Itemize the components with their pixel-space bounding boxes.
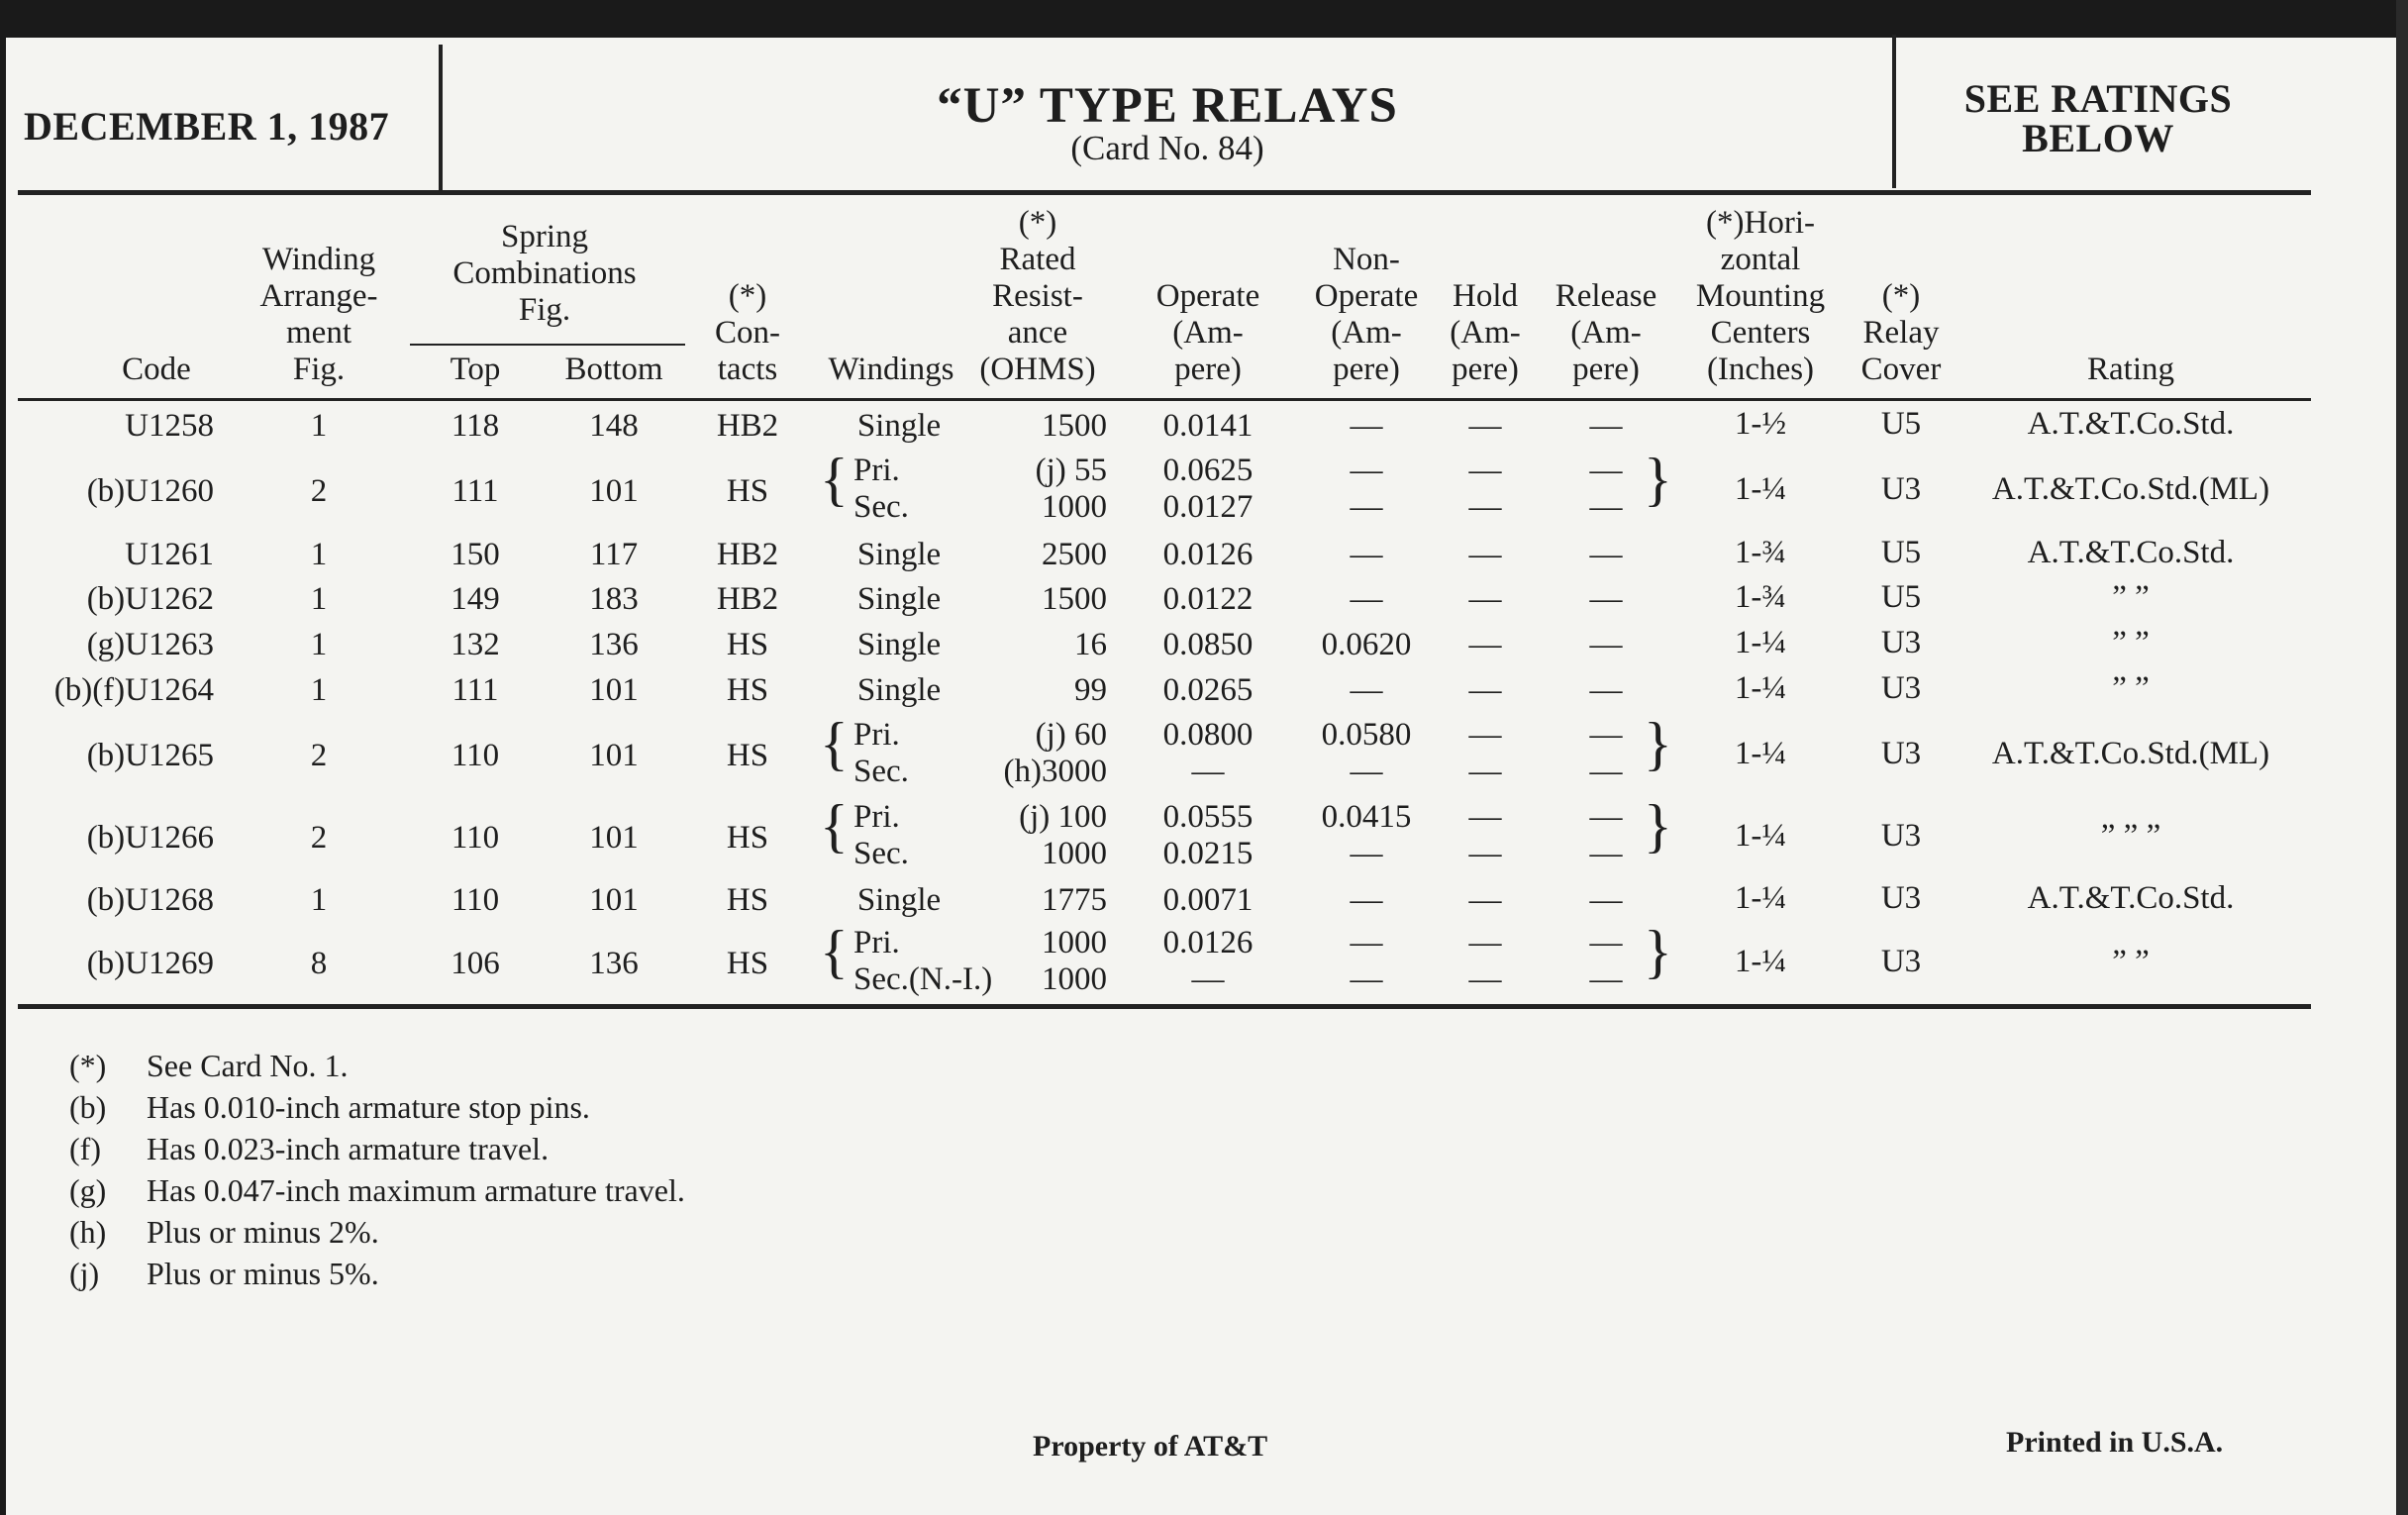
release-header-line: pere)	[1572, 352, 1640, 387]
row-winding: Single	[856, 408, 942, 444]
row-bottom: 101	[589, 472, 639, 509]
row-hold: —	[1468, 537, 1502, 572]
release-brace-icon: }	[1644, 793, 1672, 858]
row-release: —	[1589, 961, 1623, 997]
row-rating: ” ”	[2112, 625, 2150, 660]
spring-combinations-header-line: Spring	[500, 219, 588, 254]
rated-resistance-header-line: (*)	[1018, 205, 1057, 241]
row-resistance: (j) 100	[1019, 799, 1107, 835]
windings-brace-icon: {	[820, 711, 849, 776]
mounting-centers-header-line: zontal	[1720, 242, 1801, 277]
row-code: (b)U1260	[86, 472, 214, 509]
row-winding: Sec.	[853, 754, 909, 789]
row-cover: U3	[1880, 670, 1922, 706]
row-bottom: 101	[589, 737, 639, 773]
row-release: —	[1589, 754, 1623, 789]
row-release: —	[1589, 581, 1623, 617]
row-release: —	[1589, 717, 1623, 753]
row-bottom: 101	[589, 672, 639, 708]
row-cover: U3	[1880, 943, 1922, 979]
row-release: —	[1589, 672, 1623, 708]
row-bottom: 101	[589, 882, 639, 918]
row-resistance: 2500	[1042, 537, 1107, 572]
row-code: (b)(f)U1264	[53, 672, 214, 708]
relay-cover-header-line: Relay	[1862, 315, 1940, 351]
non-operate-header-line: Operate	[1314, 278, 1419, 314]
row-winding: Pri.	[853, 717, 900, 753]
row-rating: A.T.&T.Co.Std.(ML)	[1991, 735, 2270, 771]
row-operate: 0.0126	[1162, 925, 1254, 960]
row-hold: —	[1468, 799, 1502, 835]
winding-arrangement-header-line: ment	[286, 315, 351, 351]
footnote-text: Has 0.010-inch armature stop pins.	[147, 1089, 590, 1125]
mounting-centers-header-line: (*)Hori-	[1706, 205, 1815, 241]
row-winding: Single	[856, 627, 942, 662]
row-contacts: HS	[726, 945, 769, 981]
row-non-operate: —	[1350, 882, 1383, 918]
row-winding: Pri.	[853, 453, 900, 488]
row-operate: —	[1191, 961, 1225, 997]
row-rating: ” ”	[2112, 670, 2150, 706]
bottom-header-line: Bottom	[564, 352, 663, 387]
row-code: U1258	[125, 408, 214, 444]
row-cover: U3	[1880, 625, 1922, 660]
row-contacts: HS	[726, 882, 769, 918]
row-top: 149	[451, 581, 500, 617]
row-code: (b)U1266	[86, 819, 214, 856]
rated-resistance-header-line: Rated	[999, 242, 1076, 277]
windings-brace-icon: {	[820, 793, 849, 858]
row-non-operate: —	[1350, 754, 1383, 789]
card-edge-shadow	[2396, 0, 2408, 1515]
row-code: (g)U1263	[86, 627, 214, 662]
row-cover: U3	[1880, 470, 1922, 507]
row-operate: 0.0555	[1162, 799, 1254, 835]
row-winding-fig: 1	[310, 627, 328, 662]
row-operate: 0.0141	[1162, 408, 1254, 444]
footnote-text: Plus or minus 2%.	[147, 1214, 379, 1250]
row-resistance: 1000	[1042, 836, 1107, 871]
relay-cover-header	[1772, 278, 2030, 388]
row-non-operate: —	[1350, 836, 1383, 871]
footnote-key: (g)	[69, 1172, 107, 1208]
row-cover: U3	[1880, 735, 1922, 771]
row-resistance: 1000	[1042, 489, 1107, 525]
row-resistance: (j) 55	[1035, 453, 1107, 488]
non-operate-header-line: pere)	[1333, 352, 1400, 387]
row-operate: 0.0265	[1162, 672, 1254, 708]
footnote-key: (j)	[69, 1256, 100, 1291]
rated-resistance-header-line: ance	[1007, 315, 1068, 351]
row-release: —	[1589, 537, 1623, 572]
row-cover: U5	[1880, 579, 1922, 615]
table-bottom-rule	[18, 1004, 2311, 1009]
row-hold: —	[1468, 717, 1502, 753]
release-brace-icon: }	[1644, 919, 1672, 984]
row-winding-fig: 2	[310, 472, 328, 509]
row-rating: A.T.&T.Co.Std.	[2027, 406, 2235, 442]
row-non-operate: 0.0580	[1321, 717, 1412, 753]
row-resistance: (h)3000	[1003, 754, 1107, 789]
row-hold: —	[1468, 627, 1502, 662]
row-mounting: 1-¼	[1734, 817, 1787, 854]
footnote-key: (f)	[69, 1131, 101, 1166]
row-release: —	[1589, 627, 1623, 662]
row-non-operate: —	[1350, 537, 1383, 572]
row-release: —	[1589, 836, 1623, 871]
row-code: (b)U1265	[86, 737, 214, 773]
relay-cover-header-line: Cover	[1860, 352, 1942, 387]
row-contacts: HS	[726, 737, 769, 773]
non-operate-header-line: (Am-	[1331, 315, 1402, 351]
row-resistance: 16	[1074, 627, 1107, 662]
row-code: (b)U1269	[86, 945, 214, 981]
row-winding: Sec.	[853, 489, 909, 525]
property-note: Property of AT&T	[1033, 1430, 1268, 1463]
footnote-key: (*)	[69, 1048, 107, 1083]
contacts-header-line: tacts	[717, 352, 778, 387]
row-rating: ” ” ”	[2100, 817, 2161, 854]
contacts-header-line: Con-	[715, 315, 780, 351]
row-hold: —	[1468, 754, 1502, 789]
row-mounting: 1-¼	[1734, 625, 1787, 660]
row-top: 110	[451, 882, 500, 918]
windings-brace-icon: {	[820, 447, 849, 512]
row-winding-fig: 1	[310, 537, 328, 572]
operate-header-line: Operate	[1155, 278, 1260, 314]
row-hold: —	[1468, 961, 1502, 997]
row-contacts: HB2	[716, 581, 779, 617]
code-header-line: Code	[122, 352, 191, 387]
mounting-centers-header-line: (Inches)	[1706, 352, 1815, 387]
row-bottom: 101	[589, 819, 639, 856]
row-hold: —	[1468, 836, 1502, 871]
row-contacts: HB2	[716, 537, 779, 572]
release-brace-icon: }	[1644, 711, 1672, 776]
release-brace-icon: }	[1644, 447, 1672, 512]
hold-header-line: pere)	[1452, 352, 1519, 387]
row-non-operate: 0.0620	[1321, 627, 1412, 662]
release-header-line: Release	[1555, 278, 1657, 314]
footnote-text: Has 0.023-inch armature travel.	[147, 1131, 550, 1166]
row-resistance: 1000	[1042, 961, 1107, 997]
row-winding: Sec.	[853, 836, 909, 871]
winding-arrangement-header-line: Winding	[261, 242, 376, 277]
row-non-operate: —	[1350, 672, 1383, 708]
see-ratings-note: SEE RATINGS BELOW	[1963, 76, 2233, 160]
row-mounting: 1-¼	[1734, 735, 1787, 771]
mounting-centers-header-line: Mounting	[1695, 278, 1826, 314]
row-top: 110	[451, 737, 500, 773]
row-operate: 0.0625	[1162, 453, 1254, 488]
row-bottom: 136	[589, 945, 639, 981]
row-hold: —	[1468, 581, 1502, 617]
row-resistance: 1000	[1042, 925, 1107, 960]
row-bottom: 117	[589, 537, 639, 572]
row-rating: A.T.&T.Co.Std.	[2027, 535, 2235, 570]
row-mounting: 1-¾	[1734, 535, 1787, 570]
row-non-operate: 0.0415	[1321, 799, 1412, 835]
row-mounting: 1-½	[1734, 406, 1787, 442]
card-title: “U” TYPE RELAYS	[937, 78, 1398, 134]
row-mounting: 1-¾	[1734, 579, 1787, 615]
row-operate: 0.0850	[1162, 627, 1254, 662]
row-hold: —	[1468, 672, 1502, 708]
row-cover: U3	[1880, 880, 1922, 916]
row-release: —	[1589, 408, 1623, 444]
winding-arrangement-header-line: Arrange-	[259, 278, 378, 314]
row-winding: Sec.(N.-I.)	[853, 961, 993, 997]
row-winding: Single	[856, 537, 942, 572]
windings-header-line: Windings	[828, 352, 954, 387]
spring-combinations-header-line: Fig.	[518, 292, 571, 328]
operate-header-line: pere)	[1174, 352, 1242, 387]
row-winding: Single	[856, 882, 942, 918]
row-cover: U5	[1880, 535, 1922, 570]
row-hold: —	[1468, 882, 1502, 918]
column-header-rule	[18, 398, 2311, 401]
non-operate-header-line: Non-	[1333, 242, 1400, 277]
release-header-line: (Am-	[1570, 315, 1642, 351]
row-hold: —	[1468, 489, 1502, 525]
row-cover: U3	[1880, 817, 1922, 854]
row-contacts: HS	[726, 472, 769, 509]
spring-combinations-header-line: Combinations	[452, 255, 637, 291]
rated-resistance-header-line: (OHMS)	[979, 352, 1096, 387]
top-header-line: Top	[450, 352, 501, 387]
hold-header-line: Hold	[1453, 278, 1518, 314]
row-release: —	[1589, 489, 1623, 525]
row-top: 118	[451, 408, 500, 444]
spring-header-rule	[410, 344, 685, 346]
row-top: 110	[451, 819, 500, 856]
row-rating: A.T.&T.Co.Std.(ML)	[1991, 470, 2270, 507]
row-mounting: 1-¼	[1734, 880, 1787, 916]
row-contacts: HS	[726, 819, 769, 856]
footnote-text: Has 0.047-inch maximum armature travel.	[147, 1172, 685, 1208]
row-release: —	[1589, 882, 1623, 918]
row-operate: 0.0127	[1162, 489, 1254, 525]
row-winding-fig: 1	[310, 672, 328, 708]
row-operate: 0.0126	[1162, 537, 1254, 572]
row-non-operate: —	[1350, 581, 1383, 617]
row-hold: —	[1468, 925, 1502, 960]
mounting-centers-header-line: Centers	[1710, 315, 1811, 351]
row-winding-fig: 1	[310, 581, 328, 617]
row-code: U1261	[125, 537, 214, 572]
row-mounting: 1-¼	[1734, 470, 1787, 507]
row-mounting: 1-¼	[1734, 943, 1787, 979]
operate-header-line: (Am-	[1172, 315, 1244, 351]
printed-note: Printed in U.S.A.	[2006, 1426, 2224, 1459]
row-bottom: 148	[589, 408, 639, 444]
row-hold: —	[1468, 453, 1502, 488]
footnote-key: (h)	[69, 1214, 107, 1250]
rated-resistance-header-line: Resist-	[992, 278, 1083, 314]
row-top: 132	[451, 627, 500, 662]
row-rating: ” ”	[2112, 579, 2150, 615]
row-resistance: 1500	[1042, 408, 1107, 444]
row-release: —	[1589, 453, 1623, 488]
row-cover: U5	[1880, 406, 1922, 442]
row-contacts: HB2	[716, 408, 779, 444]
row-winding-fig: 1	[310, 408, 328, 444]
row-code: (b)U1262	[86, 581, 214, 617]
row-non-operate: —	[1350, 925, 1383, 960]
row-winding-fig: 2	[310, 819, 328, 856]
card-number: (Card No. 84)	[1070, 129, 1264, 167]
row-resistance: 99	[1074, 672, 1107, 708]
row-rating: ” ”	[2112, 943, 2150, 979]
row-winding-fig: 1	[310, 882, 328, 918]
row-contacts: HS	[726, 672, 769, 708]
row-operate: 0.0215	[1162, 836, 1254, 871]
row-non-operate: —	[1350, 408, 1383, 444]
card-date: DECEMBER 1, 1987	[24, 104, 390, 149]
row-operate: 0.0071	[1162, 882, 1254, 918]
row-code: (b)U1268	[86, 882, 214, 918]
row-non-operate: —	[1350, 961, 1383, 997]
row-winding-fig: 2	[310, 737, 328, 773]
row-release: —	[1589, 925, 1623, 960]
winding-arrangement-header-line: Fig.	[292, 352, 346, 387]
footnote-text: See Card No. 1.	[147, 1048, 349, 1083]
row-release: —	[1589, 799, 1623, 835]
row-operate: 0.0122	[1162, 581, 1254, 617]
row-top: 106	[451, 945, 500, 981]
row-resistance: 1775	[1042, 882, 1107, 918]
windings-brace-icon: {	[820, 919, 849, 984]
row-winding: Pri.	[853, 925, 900, 960]
row-top: 111	[452, 472, 499, 509]
row-bottom: 183	[589, 581, 639, 617]
row-non-operate: —	[1350, 453, 1383, 488]
hold-header-line: (Am-	[1450, 315, 1521, 351]
row-resistance: 1500	[1042, 581, 1107, 617]
row-contacts: HS	[726, 627, 769, 662]
footnote-text: Plus or minus 5%.	[147, 1256, 379, 1291]
row-hold: —	[1468, 408, 1502, 444]
row-mounting: 1-¼	[1734, 670, 1787, 706]
row-resistance: (j) 60	[1035, 717, 1107, 753]
contacts-header-line: (*)	[728, 278, 767, 314]
row-top: 150	[451, 537, 500, 572]
row-non-operate: —	[1350, 489, 1383, 525]
relay-cover-header-line: (*)	[1881, 278, 1921, 314]
row-winding-fig: 8	[310, 945, 328, 981]
row-winding: Single	[856, 672, 942, 708]
rating-header-line: Rating	[2087, 352, 2174, 387]
row-operate: 0.0800	[1162, 717, 1254, 753]
row-operate: —	[1191, 754, 1225, 789]
row-winding: Single	[856, 581, 942, 617]
rating-header	[2002, 352, 2259, 388]
row-bottom: 136	[589, 627, 639, 662]
row-rating: A.T.&T.Co.Std.	[2027, 880, 2235, 916]
row-top: 111	[452, 672, 499, 708]
footnote-key: (b)	[69, 1089, 107, 1125]
header-top-rule	[18, 190, 2311, 195]
row-winding: Pri.	[853, 799, 900, 835]
